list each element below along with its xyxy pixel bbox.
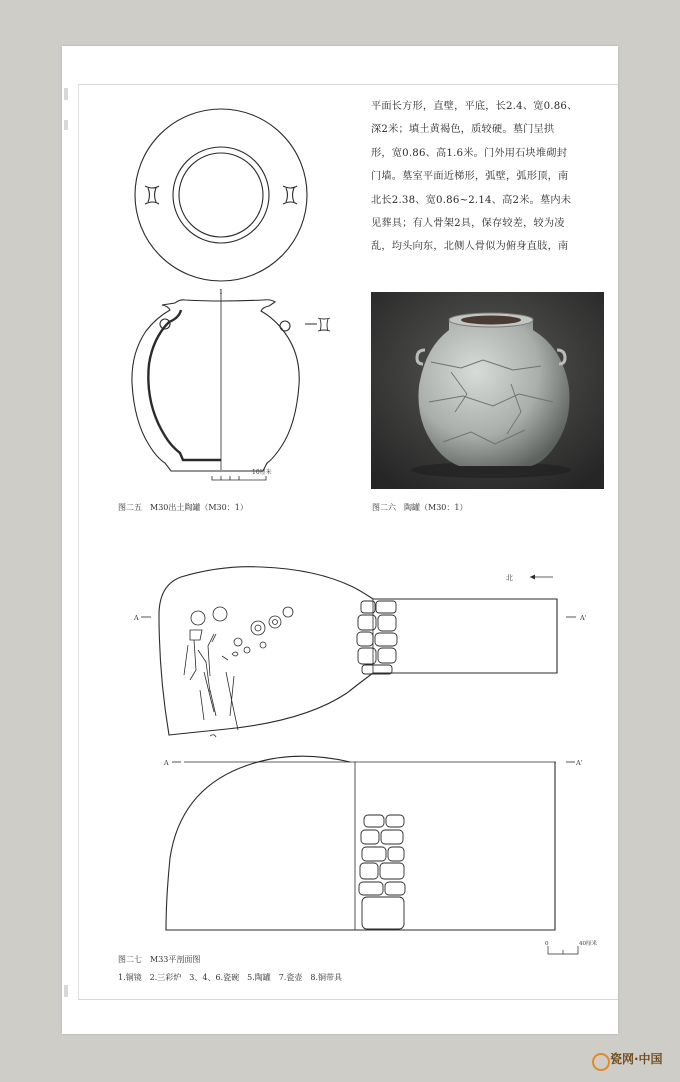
body-line: 门墙。墓室平面近梯形，弧壁，弧形顶，南 — [371, 171, 569, 183]
body-line: 形，宽0.86、高1.6米。门外用石块堆砌封 — [371, 147, 568, 159]
watermark-text: 瓷网·中国 — [610, 1052, 663, 1066]
tomb-plan-drawing — [141, 567, 576, 737]
figure-27-caption: 图二七 M33平剖面图 — [118, 955, 201, 964]
plan-scale-label: 40厘米 — [579, 941, 597, 947]
plan-label-a: A — [134, 614, 139, 622]
logo-icon — [592, 1053, 610, 1071]
tomb-section-drawing — [166, 756, 578, 954]
jar-photograph — [371, 292, 604, 489]
north-label: 北 — [506, 574, 513, 582]
jar-section-drawing — [132, 289, 330, 480]
figure-27-legend: 1.铜镜 2.三彩炉 3、4、6.瓷碗 5.陶罐 7.瓷壶 8.铜带具 — [118, 973, 342, 982]
body-line: 北长2.38、宽0.86~2.14、高2米。墓内未 — [371, 194, 572, 206]
jar-top-view-drawing — [135, 109, 307, 281]
jar-scale-label: 10厘米 — [252, 469, 272, 476]
plan-scale-zero: 0 — [545, 941, 549, 947]
body-line: 乱，均头向东，北侧人骨似为俯身直肢，南 — [371, 241, 569, 253]
plan-label-a-prime: A' — [580, 614, 587, 622]
section-label-a: A — [164, 759, 169, 767]
body-line: 见葬具；有人骨架2具，保存较差，较为凌 — [371, 218, 565, 230]
body-line: 平面长方形，直壁，平底，长2.4、宽0.86、 — [371, 101, 578, 112]
figure-26-caption: 图二六 陶罐（M30：1） — [372, 503, 468, 512]
jar-axis-label: 1 — [219, 289, 223, 296]
figure-25-caption: 图二五 M30出土陶罐（M30：1） — [118, 503, 248, 512]
body-line: 深2米；填土黄褐色，质较硬。墓门呈拱 — [371, 124, 555, 136]
section-label-a-prime: A' — [576, 759, 583, 767]
